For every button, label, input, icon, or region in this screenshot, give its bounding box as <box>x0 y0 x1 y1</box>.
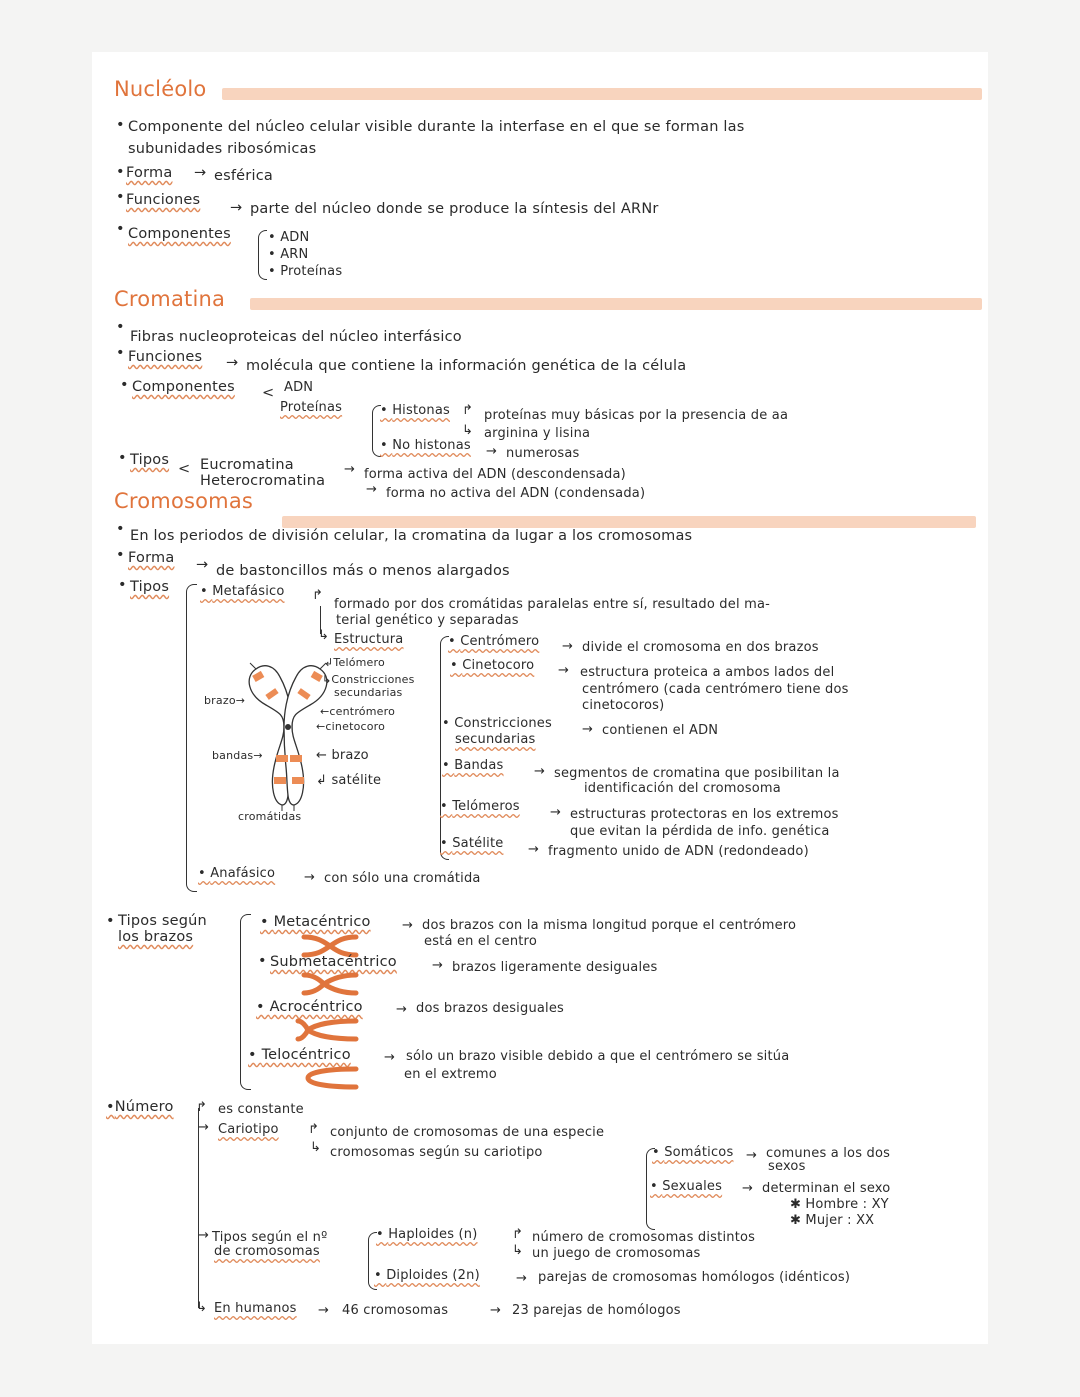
cariotipo-label: Cariotipo <box>218 1122 279 1137</box>
en-humanos-label: En humanos <box>214 1301 297 1316</box>
cariotipo-desc-line2: cromosomas según su cariotipo <box>330 1145 543 1160</box>
arrow: → <box>226 355 239 371</box>
cinetocoro-desc-line2: centrómero (cada centrómero tiene dos <box>582 682 849 697</box>
arrow: → <box>550 805 562 820</box>
tipos-brazos-label-line2: los brazos <box>118 929 194 945</box>
constricciones-label-line1: • Constricciones <box>442 716 552 731</box>
cromatina-tipos-label: Tipos <box>130 452 170 468</box>
title-cromosomas: Cromosomas <box>114 489 254 513</box>
bullet: • <box>118 577 127 593</box>
arrow: ↳ <box>310 1140 322 1155</box>
arrow: → <box>516 1271 528 1286</box>
somaticos-label: • Somáticos <box>652 1145 734 1160</box>
arrow: → <box>196 557 209 573</box>
satelite-label: • Satélite <box>440 836 504 851</box>
arrow: → <box>344 462 356 477</box>
brace-tipos <box>186 584 197 892</box>
title-cromatina: Cromatina <box>114 287 226 311</box>
arrow: → <box>432 958 444 973</box>
arrow: → <box>558 663 570 678</box>
arrow: → <box>562 639 574 654</box>
arrow: → <box>366 482 378 497</box>
cromosomas-def: En los periodos de división celular, la cromatina da lugar a los cromosomas <box>130 528 693 544</box>
telomeros-desc-line1: estructuras protectoras en los extremos <box>570 807 839 822</box>
bullet: • <box>118 450 127 466</box>
bullet-1: • <box>116 117 125 133</box>
arrow: ↱ <box>512 1227 524 1242</box>
bullet: • <box>120 377 129 393</box>
eucromatina-desc: forma activa del ADN (descondensada) <box>364 467 626 482</box>
heterocromatina: Heterocromatina <box>200 473 326 489</box>
satelite-desc: fragmento unido de ADN (redondeado) <box>548 844 809 859</box>
bullet: • <box>258 953 267 969</box>
arrow: → <box>534 764 546 779</box>
arrow: ↱ <box>462 403 474 418</box>
diagram-label-brazo-left: brazo→ <box>204 694 246 707</box>
nucleolo-componente-arn: • ARN <box>268 247 309 262</box>
arrow: ↱ <box>308 1122 320 1137</box>
arrow: ↱ <box>196 1100 208 1115</box>
centromero-label: • Centrómero <box>448 634 540 649</box>
metacentrico-desc-line1: dos brazos con la misma longitud porque el centrómero <box>422 918 797 933</box>
haploides-desc-line1: número de cromosomas distintos <box>532 1230 756 1245</box>
cromatina-proteinas: Proteínas <box>280 400 343 415</box>
arrow: ↳ <box>318 628 330 643</box>
connector-line <box>198 1108 199 1308</box>
arrow: → <box>384 1050 396 1065</box>
arrow: → <box>402 918 414 933</box>
somaticos-desc-line1: comunes a los dos <box>766 1146 891 1161</box>
no-histonas-desc: numerosas <box>506 446 580 461</box>
arrow: → <box>528 842 540 857</box>
en-humanos-23: 23 parejas de homólogos <box>512 1303 681 1318</box>
cromosomas-forma-label: Forma <box>128 550 175 566</box>
telocentric-chromosome-icon <box>302 1066 360 1090</box>
arrow: → <box>304 870 316 885</box>
cromatina-funciones-value: molécula que contiene la información genética de la célula <box>246 358 687 374</box>
arrow: → <box>742 1181 754 1196</box>
nucleolo-forma-value: esférica <box>214 168 273 184</box>
bullet: • <box>106 913 115 929</box>
arrow: → <box>490 1303 502 1318</box>
diploides-desc: parejas de cromosomas homólogos (idénticos) <box>538 1270 851 1285</box>
sexo-hombre: ✱ Hombre : XY <box>790 1197 889 1212</box>
cromatina-componentes-label: Componentes <box>132 379 235 395</box>
bandas-label: • Bandas <box>442 758 504 773</box>
cromatina-adn: ADN <box>284 380 314 395</box>
cromatina-histonas: • Histonas <box>380 403 450 418</box>
arrow: ↳ <box>462 423 474 438</box>
haploides-label: • Haploides (n) <box>376 1227 478 1242</box>
acrocentrico-desc: dos brazos desiguales <box>416 1001 565 1016</box>
histonas-desc-line2: arginina y lisina <box>484 426 591 441</box>
bandas-desc-line1: segmentos de cromatina que posibilitan la <box>554 766 840 781</box>
diagram-label-cromatidas: cromátidas <box>238 810 302 823</box>
arrow: → <box>230 200 243 216</box>
cinetocoro-desc-line3: cinetocoros) <box>582 698 665 713</box>
constricciones-label-line2: secundarias <box>455 732 536 747</box>
cromatina-def: Fibras nucleoproteicas del núcleo interfásico <box>130 329 462 345</box>
arrow: → <box>746 1148 758 1163</box>
submetacentric-chromosome-icon <box>300 972 360 996</box>
brace-estructura <box>440 636 449 860</box>
arrow: → <box>396 1002 408 1017</box>
diagram-label-satelite: ↲ satélite <box>316 773 382 788</box>
diagram-label-bandas: bandas→ <box>212 749 263 762</box>
metacentrico-desc-line2: está en el centro <box>424 934 537 949</box>
diagram-label-constricciones-2: secundarias <box>334 686 403 699</box>
es-constante: es constante <box>218 1102 304 1117</box>
nucleolo-def-line2: subunidades ribosómicas <box>128 141 317 157</box>
anafasico-desc: con sólo una cromátida <box>324 871 481 886</box>
sexo-mujer: ✱ Mujer : XX <box>790 1213 875 1228</box>
bullet-3: • <box>116 189 125 205</box>
heterocromatina-desc: forma no activa del ADN (condensada) <box>386 486 646 501</box>
numero-label: •Número <box>106 1099 174 1115</box>
cromatina-no-histonas: • No histonas <box>380 438 471 453</box>
submetacentrico-label: Submetacéntrico <box>270 954 397 970</box>
telocentrico-desc-line1: sólo un brazo visible debido a que el centrómero se sitúa <box>406 1049 790 1064</box>
diagram-label-centromero: ←centrómero <box>320 705 396 718</box>
arrow: → <box>194 165 207 181</box>
arrow: → <box>198 1120 210 1135</box>
cromosomas-forma-value: de bastoncillos más o menos alargados <box>216 563 510 579</box>
constricciones-desc: contienen el ADN <box>602 723 719 738</box>
estructura-label: Estructura <box>334 632 404 647</box>
fork-symbol: < <box>262 385 275 401</box>
diagram-label-brazo-right: ← brazo <box>316 748 369 763</box>
arrow: → <box>318 1303 330 1318</box>
telomeros-desc-line2: que evitan la pérdida de info. genética <box>570 824 830 839</box>
sexuales-desc: determinan el sexo <box>762 1181 891 1196</box>
cinetocoro-label: • Cinetocoro <box>450 658 535 673</box>
nucleolo-forma-label: Forma <box>126 165 173 181</box>
arrow: ↳ <box>196 1300 208 1315</box>
haploides-desc-line2: un juego de cromosomas <box>532 1246 701 1261</box>
acrocentrico-label: • Acrocéntrico <box>256 999 363 1015</box>
title-nucleolo: Nucléolo <box>114 77 207 101</box>
bullet: • <box>116 547 125 563</box>
nucleolo-funciones-value: parte del núcleo donde se produce la síntesis del ARNr <box>250 201 659 217</box>
anafasico-label: • Anafásico <box>198 866 276 881</box>
arrow: → <box>198 1228 210 1243</box>
metafasico-desc-line1: formado por dos cromátidas paralelas entre sí, resultado del ma- <box>334 597 771 612</box>
diagram-label-constricciones-1: ↳Constricciones <box>322 673 415 686</box>
sexuales-label: • Sexuales <box>650 1179 723 1194</box>
telocentrico-label: • Telocéntrico <box>248 1047 351 1063</box>
title-highlight <box>222 88 982 100</box>
tipos-num-label-line2: de cromosomas <box>214 1244 320 1259</box>
nucleolo-def-line1: Componente del núcleo celular visible durante la interfase en el que se forman las <box>128 119 745 135</box>
bullet-2: • <box>116 164 125 180</box>
nucleolo-componente-adn: • ADN <box>268 230 310 245</box>
eucromatina: Eucromatina <box>200 457 294 473</box>
metacentrico-label: • Metacéntrico <box>260 914 371 930</box>
centromero-desc: divide el cromosoma en dos brazos <box>582 640 819 655</box>
acrocentric-chromosome-icon <box>294 1018 360 1042</box>
bullet: • <box>116 345 125 361</box>
diagram-label-cinetocoro: ←cinetocoro <box>316 720 386 733</box>
metafasico-label: • Metafásico <box>200 584 285 599</box>
tipos-brazos-label-line1: Tipos según <box>118 913 207 929</box>
bullet-4: • <box>116 221 125 237</box>
nucleolo-componentes-label: Componentes <box>128 226 231 242</box>
histonas-desc-line1: proteínas muy básicas por la presencia de aa <box>484 408 789 423</box>
tipos-num-label-line1: Tipos según el nº <box>212 1230 328 1245</box>
cromosomas-tipos-label: Tipos <box>130 579 170 595</box>
nucleolo-componente-proteinas: • Proteínas <box>268 264 343 279</box>
arrow: ↱ <box>312 588 324 603</box>
title-highlight <box>250 298 982 310</box>
cariotipo-desc-line1: conjunto de cromosomas de una especie <box>330 1125 605 1140</box>
arrow: → <box>582 722 594 737</box>
nucleolo-funciones-label: Funciones <box>126 192 201 208</box>
telocentrico-desc-line2: en el extremo <box>404 1067 497 1082</box>
en-humanos-46: 46 cromosomas <box>342 1303 449 1318</box>
bullet: • <box>116 319 125 335</box>
fork-symbol: < <box>178 461 191 477</box>
cinetocoro-desc-line1: estructura proteica a ambos lados del <box>580 665 835 680</box>
arrow: ↳ <box>512 1243 524 1258</box>
cromatina-funciones-label: Funciones <box>128 349 203 365</box>
bullet: • <box>116 521 125 537</box>
bandas-desc-line2: identificación del cromosoma <box>584 781 781 796</box>
somaticos-desc-line2: sexos <box>768 1159 806 1174</box>
diagram-label-telomero: ↲Telómero <box>324 656 385 669</box>
submetacentrico-desc: brazos ligeramente desiguales <box>452 960 658 975</box>
arrow: → <box>486 444 498 459</box>
metafasico-desc-line2: terial genético y separadas <box>336 613 519 628</box>
diploides-label: • Diploides (2n) <box>374 1268 480 1283</box>
brace <box>258 230 267 280</box>
telomeros-label: • Telómeros <box>440 799 520 814</box>
